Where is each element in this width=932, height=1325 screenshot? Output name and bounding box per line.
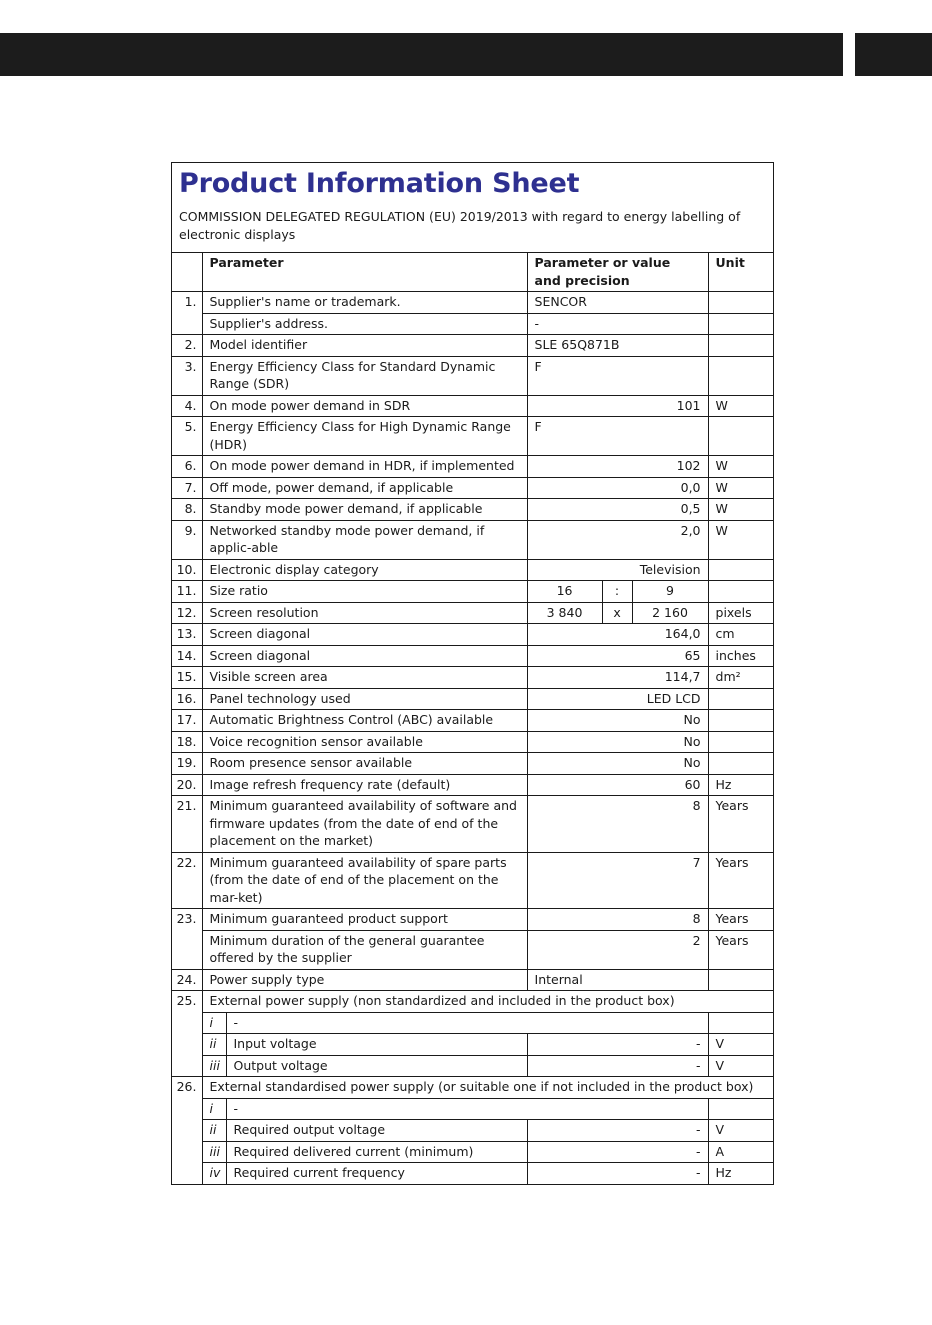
row-parameter: Room presence sensor available <box>202 753 527 775</box>
table-row <box>172 909 773 931</box>
row-unit <box>708 335 773 357</box>
table-row <box>172 499 773 521</box>
row-parameter: Visible screen area <box>202 667 527 689</box>
row-value: 102 <box>527 456 708 478</box>
table-row <box>172 731 773 753</box>
table-row <box>172 796 773 853</box>
row-parameter: Supplier's address. <box>202 313 527 335</box>
row-parameter: On mode power demand in SDR <box>202 395 527 417</box>
row-number: 12. <box>172 602 202 624</box>
row-parameter: Screen diagonal <box>202 624 527 646</box>
row-number: 4. <box>172 395 202 417</box>
row-parameter: Power supply type <box>202 969 527 991</box>
product-information-sheet <box>171 162 774 1185</box>
row-value: 2,0 <box>527 520 708 559</box>
row-number: 7. <box>172 477 202 499</box>
row-parameter: Minimum guaranteed availability of software and firmware updates (from the date of end of the placement on the market) <box>202 796 527 853</box>
row-parameter: Screen resolution <box>202 602 527 624</box>
row-value: SENCOR <box>527 292 708 314</box>
table-header-row <box>172 253 773 292</box>
row-value: 0,0 <box>527 477 708 499</box>
row-unit <box>708 731 773 753</box>
row-unit <box>708 688 773 710</box>
row-parameter: Minimum guaranteed availability of spare parts (from the date of end of the placement on the mar-ket) <box>202 852 527 909</box>
row-value: 7 <box>527 852 708 909</box>
row-value: LED LCD <box>527 688 708 710</box>
row-value: F <box>527 417 708 456</box>
row-number: 10. <box>172 559 202 581</box>
table-row <box>172 753 773 775</box>
row-parameter: Off mode, power demand, if applicable <box>202 477 527 499</box>
row-number: 16. <box>172 688 202 710</box>
row-unit: Years <box>708 930 773 969</box>
row-value: 65 <box>527 645 708 667</box>
row-value: No <box>527 753 708 775</box>
row-parameter: Automatic Brightness Control (ABC) available <box>202 710 527 732</box>
sub-row-value: - <box>527 1120 708 1142</box>
sub-row-value: - <box>527 1034 708 1056</box>
row-unit: inches <box>708 645 773 667</box>
row-parameter: Energy Efficiency Class for Standard Dynamic Range (SDR) <box>202 356 527 395</box>
table-row <box>172 645 773 667</box>
row-value: 164,0 <box>527 624 708 646</box>
row-unit: cm <box>708 624 773 646</box>
row-unit <box>708 969 773 991</box>
sheet-header <box>172 163 773 252</box>
table-row <box>172 395 773 417</box>
sub-row-label: Output voltage <box>226 1055 527 1077</box>
row-number: 25. <box>172 991 202 1013</box>
sub-row-unit: Hz <box>708 1163 773 1184</box>
sub-row-index: iv <box>202 1163 226 1184</box>
row-unit: Years <box>708 852 773 909</box>
sub-row <box>172 1012 773 1034</box>
row-number: 20. <box>172 774 202 796</box>
sub-row-label: - <box>226 1012 708 1034</box>
row-parameter: Energy Efficiency Class for High Dynamic Range (HDR) <box>202 417 527 456</box>
table-row <box>172 991 773 1013</box>
row-unit: W <box>708 477 773 499</box>
row-parameter: On mode power demand in HDR, if implemented <box>202 456 527 478</box>
row-parameter: Networked standby mode power demand, if applic-able <box>202 520 527 559</box>
row-value: 114,7 <box>527 667 708 689</box>
row-unit: dm² <box>708 667 773 689</box>
sub-row-index: ii <box>202 1034 226 1056</box>
row-value: 8 <box>527 909 708 931</box>
ratio-separator: : <box>602 581 632 603</box>
row-parameter: Model identifier <box>202 335 527 357</box>
row-unit: Years <box>708 796 773 853</box>
sub-row-index: ii <box>202 1120 226 1142</box>
row-number: 13. <box>172 624 202 646</box>
table-row <box>172 313 773 335</box>
sub-row-label: - <box>226 1098 708 1120</box>
header-bar <box>0 33 843 76</box>
resolution-separator: x <box>602 602 632 624</box>
table-row <box>172 667 773 689</box>
row-number <box>172 313 202 335</box>
row-number: 9. <box>172 520 202 559</box>
row-parameter: Panel technology used <box>202 688 527 710</box>
column-header-unit: Unit <box>708 253 773 292</box>
sub-row <box>172 1034 773 1056</box>
sub-row-label: Required current frequency <box>226 1163 527 1184</box>
sub-row-unit <box>708 1012 773 1034</box>
row-number: 24. <box>172 969 202 991</box>
sub-row <box>172 1120 773 1142</box>
row-parameter: Screen diagonal <box>202 645 527 667</box>
row-number: 22. <box>172 852 202 909</box>
sub-row <box>172 1141 773 1163</box>
row-value: SLE 65Q871B <box>527 335 708 357</box>
row-number: 3. <box>172 356 202 395</box>
table-row <box>172 292 773 314</box>
table-row <box>172 417 773 456</box>
sub-row-unit: V <box>708 1055 773 1077</box>
row-value: No <box>527 731 708 753</box>
sub-row-index: i <box>202 1012 226 1034</box>
table-row <box>172 969 773 991</box>
row-unit: pixels <box>708 602 773 624</box>
row-parameter: Minimum duration of the general guarantee offered by the supplier <box>202 930 527 969</box>
column-header-value: Parameter or value and precision <box>527 253 708 292</box>
row-number: 18. <box>172 731 202 753</box>
table-row <box>172 852 773 909</box>
row-unit <box>708 292 773 314</box>
row-parameter: Supplier's name or trademark. <box>202 292 527 314</box>
table-row <box>172 774 773 796</box>
row-number: 15. <box>172 667 202 689</box>
sub-row <box>172 1163 773 1184</box>
column-header-parameter: Parameter <box>202 253 527 292</box>
row-value: 2 <box>527 930 708 969</box>
row-parameter: Size ratio <box>202 581 527 603</box>
ratio-height: 9 <box>632 581 708 603</box>
sub-row <box>172 1098 773 1120</box>
row-parameter: Voice recognition sensor available <box>202 731 527 753</box>
row-unit <box>708 313 773 335</box>
ratio-width: 16 <box>527 581 602 603</box>
row-value: - <box>527 313 708 335</box>
sub-row-value: - <box>527 1163 708 1184</box>
sub-row-label: Input voltage <box>226 1034 527 1056</box>
row-parameter: Image refresh frequency rate (default) <box>202 774 527 796</box>
row-number: 11. <box>172 581 202 603</box>
page-tab <box>855 33 932 76</box>
row-unit <box>708 356 773 395</box>
row-number: 26. <box>172 1077 202 1099</box>
parameter-table <box>172 252 773 1184</box>
sub-row-unit: A <box>708 1141 773 1163</box>
table-row <box>172 559 773 581</box>
row-unit <box>708 559 773 581</box>
row-unit: W <box>708 395 773 417</box>
resolution-height: 2 160 <box>632 602 708 624</box>
table-row <box>172 356 773 395</box>
table-row <box>172 602 773 624</box>
row-parameter: External power supply (non standardized and included in the product box) <box>202 991 773 1013</box>
table-row <box>172 520 773 559</box>
row-value: F <box>527 356 708 395</box>
sub-row-unit <box>708 1098 773 1120</box>
table-row <box>172 456 773 478</box>
row-number: 19. <box>172 753 202 775</box>
row-number: 2. <box>172 335 202 357</box>
table-row <box>172 335 773 357</box>
row-value: Television <box>527 559 708 581</box>
row-number <box>172 930 202 969</box>
row-unit: W <box>708 499 773 521</box>
row-unit <box>708 710 773 732</box>
row-unit: Hz <box>708 774 773 796</box>
table-row <box>172 581 773 603</box>
sub-row-label: Required delivered current (minimum) <box>226 1141 527 1163</box>
sub-row-value: - <box>527 1055 708 1077</box>
row-value: 60 <box>527 774 708 796</box>
table-row <box>172 477 773 499</box>
row-unit: Years <box>708 909 773 931</box>
row-value: No <box>527 710 708 732</box>
table-row <box>172 930 773 969</box>
sub-row-value: - <box>527 1141 708 1163</box>
regulation-subtitle: COMMISSION DELEGATED REGULATION (EU) 2019/2013 with regard to energy labelling of electronic displays <box>179 209 741 242</box>
row-number: 5. <box>172 417 202 456</box>
sub-row-unit: V <box>708 1034 773 1056</box>
resolution-width: 3 840 <box>527 602 602 624</box>
row-parameter: External standardised power supply (or suitable one if not included in the product box) <box>202 1077 773 1099</box>
row-number: 8. <box>172 499 202 521</box>
row-unit <box>708 753 773 775</box>
row-parameter: Standby mode power demand, if applicable <box>202 499 527 521</box>
row-parameter: Minimum guaranteed product support <box>202 909 527 931</box>
row-value: 101 <box>527 395 708 417</box>
row-value: Internal <box>527 969 708 991</box>
row-number: 14. <box>172 645 202 667</box>
row-unit: W <box>708 456 773 478</box>
sub-row-unit: V <box>708 1120 773 1142</box>
row-parameter: Electronic display category <box>202 559 527 581</box>
row-number: 1. <box>172 292 202 314</box>
row-unit <box>708 417 773 456</box>
row-number: 6. <box>172 456 202 478</box>
row-unit <box>708 581 773 603</box>
table-row <box>172 1077 773 1099</box>
page-title: Product Information Sheet <box>179 168 580 199</box>
row-number: 17. <box>172 710 202 732</box>
sub-row-index: iii <box>202 1141 226 1163</box>
row-value: 0,5 <box>527 499 708 521</box>
sub-row-index: iii <box>202 1055 226 1077</box>
table-row <box>172 624 773 646</box>
table-row <box>172 710 773 732</box>
sub-row <box>172 1055 773 1077</box>
row-unit: W <box>708 520 773 559</box>
sub-row-index: i <box>202 1098 226 1120</box>
row-number: 23. <box>172 909 202 931</box>
table-row <box>172 688 773 710</box>
row-number: 21. <box>172 796 202 853</box>
row-value: 8 <box>527 796 708 853</box>
sub-row-label: Required output voltage <box>226 1120 527 1142</box>
